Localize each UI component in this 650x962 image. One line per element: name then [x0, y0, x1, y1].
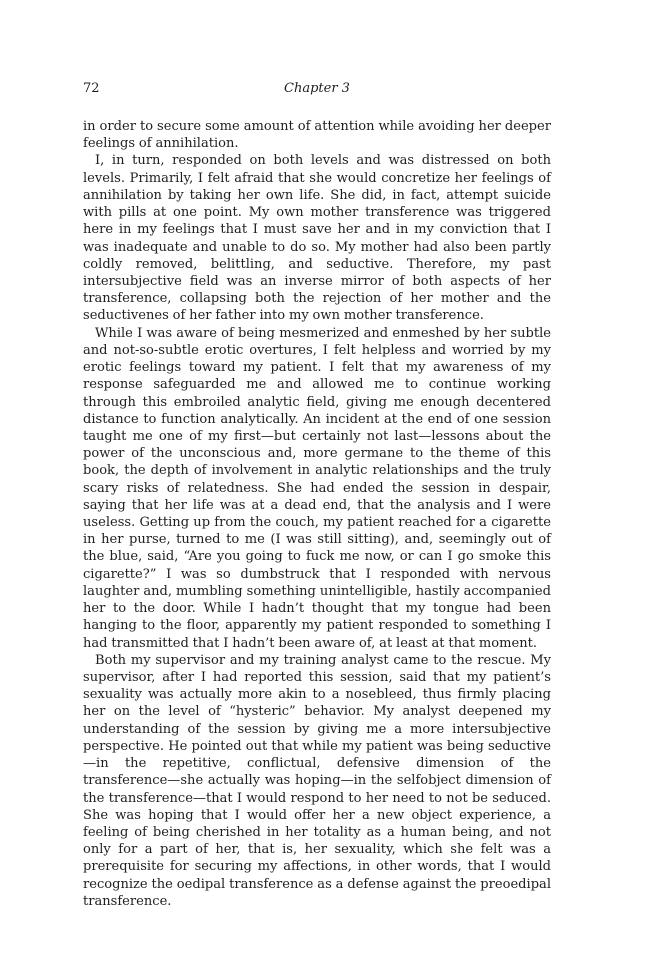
paragraph-continued: in order to secure some amount of attention while avoiding her deeper feelings of annihilation.: [83, 119, 551, 152]
body-text: [83, 118, 551, 910]
page-header: [83, 79, 551, 99]
paragraph: Both my supervisor and my training analyst came to the rescue. My supervisor, after I had reported this session, said that my patient’s sexuality was actually more akin to a nosebleed, thus firmly placing her on the level of “hysteric” behavior. My analyst deepened my understanding of the session by giving me a more intersubjective perspective. He pointed out that while my patient was being seductive—in the repetitive, conflictual, defensive dimension of the transference—she actually was hoping—in the selfobject dimension of the transference—that I would respond to her need to not be seduced. She was hoping that I would offer her a new object experience, a feeling of being cherished in her totality as a human being, and not only for a part of her, that is, her sexuality, which she felt was a prerequisite for securing my affections, in other words, that I would recognize the oedipal transference as a defense against the preoedipal transference.: [83, 652, 551, 909]
paragraph: I, in turn, responded on both levels and was distressed on both levels. Primarily, I felt afraid that she would concretize her feelings of annihilation by taking her own life. She did, in fact, attempt suicide with pills at one point. My own mother transference was triggered here in my feelings that I must save her and in my conviction that I was inadequate and unable to do so. My mother had also been partly coldly removed, belittling, and seductive. Therefore, my past intersubjective field was an inverse mirror of both aspects of her transference, collapsing both the rejection of her mother and the seductivenes of her father into my own mother transference.: [83, 153, 551, 324]
paragraph: While I was aware of being mesmerized and enmeshed by her subtle and not-so-subtle erotic overtures, I felt helpless and worried by my erotic feelings toward my patient. I felt that my awareness of my response safeguarded me and allowed me to continue working through this embroiled analytic field, giving me enough decentered distance to function analytically. An incident at the end of one session taught me one of my first—but certainly not last—lessons about the power of the unconscious and, more germane to the theme of this book, the depth of involvement in analytic relationships and the truly scary risks of relatedness. She had ended the session in despair, saying that her life was at a dead end, that the analysis and I were useless. Getting up from the couch, my patient reached for a cigarette in her purse, turned to me (I was still sitting), and, seemingly out of the blue, said, “Are you going to fuck me now, or can I go smoke this cigarette?” I was so dumbstruck that I responded with nervous laughter and, mumbling something unintelligible, hastily accompanied her to the door. While I hadn’t thought that my tongue had been hanging to the floor, apparently my patient responded to something I had transmitted that I hadn’t been aware of, at least at that moment.: [83, 325, 551, 651]
page-number: 72: [83, 81, 100, 96]
running-head: Chapter 3: [284, 81, 350, 96]
